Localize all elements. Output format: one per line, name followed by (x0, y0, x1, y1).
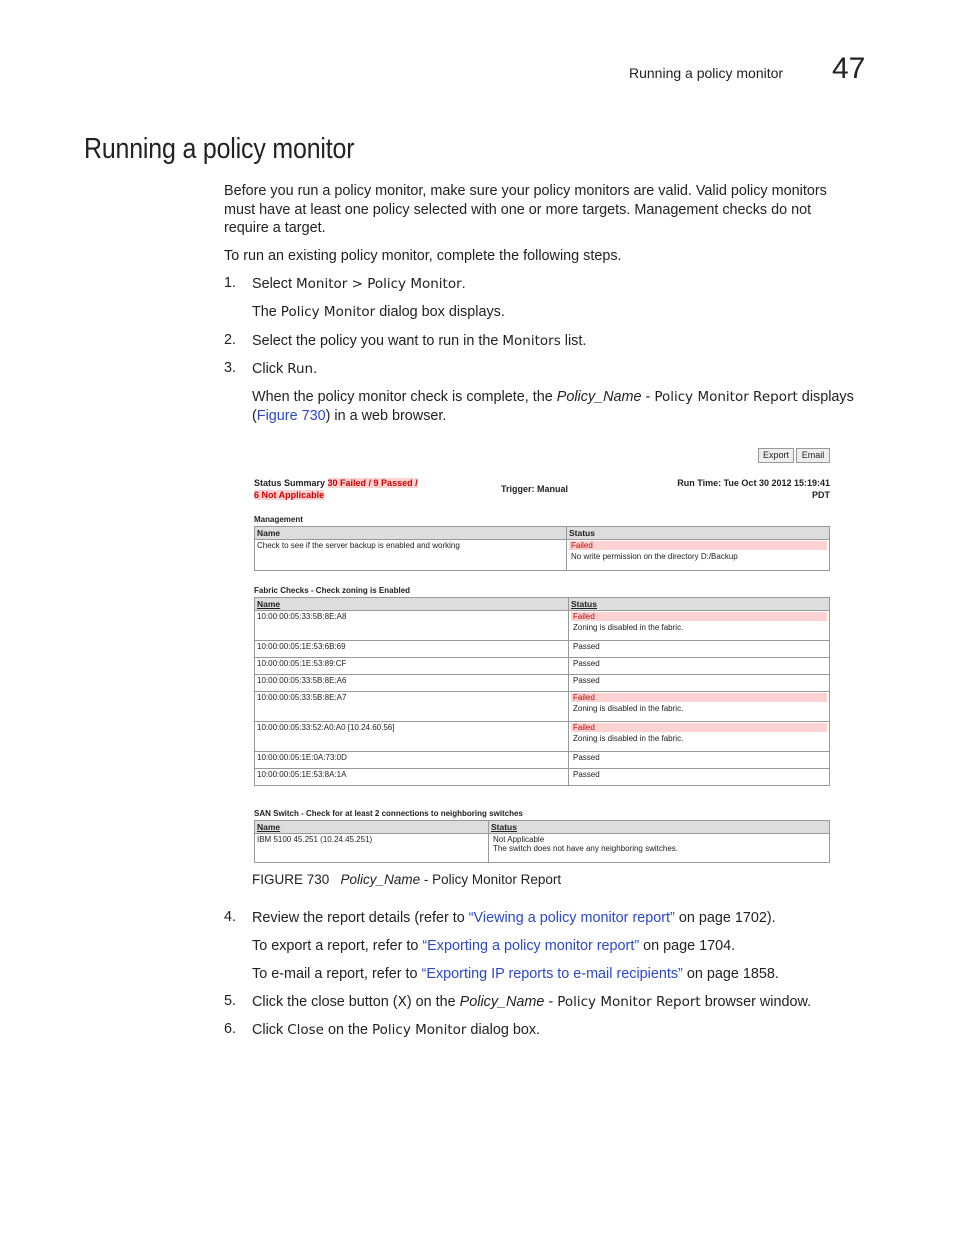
table-row: IBM 5100 45.251 (10.24.45.251) Not Applicable The switch does not have any neighboring switches. (255, 834, 830, 863)
run-time: Run Time: Tue Oct 30 2012 15:19:41 PDT (677, 478, 830, 500)
cross-reference-link[interactable]: “Exporting a policy monitor report” (422, 938, 640, 954)
san-heading: SAN Switch - Check for at least 2 connections to neighboring switches (254, 809, 523, 818)
step-2-text: Select the policy you want to run in the Monitors list. (252, 333, 587, 349)
table-row: 10:00:00:05:33:5B:8E:A7 Failed Zoning is disabled in the fabric. (255, 692, 830, 722)
status-summary: Status Summary 30 Failed / 9 Passed / 6 Not Applicable (254, 478, 418, 500)
intro-steps-paragraph: To run an existing policy monitor, complete the following steps. (224, 248, 622, 264)
table-row: 10:00:00:05:33:5B:8E:A6 Passed (255, 675, 830, 692)
col-name[interactable]: Name (255, 598, 569, 611)
page-title: Running a policy monitor (84, 133, 355, 165)
step-1-text: Select Monitor > Policy Monitor. (252, 276, 466, 292)
status-badge: Failed (571, 693, 827, 702)
running-header-title: Running a policy monitor (629, 65, 784, 81)
status-badge: Not Applicable (493, 835, 545, 844)
step-number: 2. (224, 332, 237, 348)
fabric-heading: Fabric Checks - Check zoning is Enabled (254, 586, 411, 595)
intro-paragraph: Before you run a policy monitor, make sure your policy monitors are valid. Valid policy monitors must have at least one policy selected with one or more targets. Management checks do not require a target. (224, 183, 827, 236)
col-name: Name (255, 527, 567, 540)
status-badge: Passed (573, 753, 600, 762)
table-row: 10:00:00:05:1E:53:8A:1A Passed (255, 769, 830, 786)
email-button[interactable]: Email (796, 448, 830, 463)
step-3-text: Click Run. (252, 361, 318, 377)
table-row: 10:00:00:05:33:52:A0:A0 [10.24.60.56] Failed Zoning is disabled in the fabric. (255, 722, 830, 752)
table-row: 10:00:00:05:1E:53:89:CF Passed (255, 658, 830, 675)
col-name[interactable]: Name (255, 821, 489, 834)
cross-reference-link[interactable]: “Exporting IP reports to e-mail recipients” (421, 966, 683, 982)
management-heading: Management (254, 515, 303, 524)
status-badge: Passed (573, 770, 600, 779)
col-status[interactable]: Status (569, 598, 830, 611)
step-number: 4. (224, 909, 237, 925)
step-number: 3. (224, 360, 237, 376)
status-summary-value-2: 6 Not Applicable (254, 490, 325, 500)
status-badge: Passed (573, 676, 600, 685)
table-row: 10:00:00:05:1E:0A:73:0D Passed (255, 752, 830, 769)
status-badge: Failed (571, 723, 827, 732)
table-row: Check to see if the server backup is enabled and working Failed No write permission on the directory D:/Backup (255, 540, 830, 571)
figure-caption: FIGURE 730 Policy_Name - Policy Monitor Report (252, 872, 562, 887)
menu-path: Monitor > Policy Monitor (296, 276, 462, 292)
table-row: 10:00:00:05:1E:53:6B:69 Passed (255, 641, 830, 658)
figure-link[interactable]: Figure 730 (256, 407, 326, 424)
san-table (254, 820, 830, 863)
step-4-email: To e-mail a report, refer to “Exporting IP reports to e-mail recipients” on page 1858. (252, 966, 779, 982)
step-number: 6. (224, 1021, 237, 1037)
step-4-text: Review the report details (refer to “Viewing a policy monitor report” on page 1702). (252, 910, 776, 926)
step-1-result: The Policy Monitor dialog box displays. (252, 304, 505, 320)
status-badge: Passed (573, 642, 600, 651)
col-status: Status (567, 527, 830, 540)
trigger-label: Trigger: Manual (501, 484, 569, 494)
step-4-export: To export a report, refer to “Exporting a policy monitor report” on page 1704. (252, 938, 736, 954)
status-badge: Failed (569, 541, 827, 550)
step-6-text: Click Close on the Policy Monitor dialog box. (252, 1022, 541, 1038)
step-number: 1. (224, 275, 237, 291)
col-status[interactable]: Status (489, 821, 830, 834)
status-badge: Passed (573, 659, 600, 668)
fabric-table (254, 597, 830, 786)
chapter-number: 47 (832, 52, 866, 85)
step-5-text: Click the close button (X) on the Policy_Name - Policy Monitor Report browser window. (252, 994, 812, 1010)
management-table (254, 526, 830, 571)
status-badge: Failed (571, 612, 827, 621)
export-button[interactable]: Export (758, 448, 794, 463)
status-summary-value: 30 Failed / 9 Passed / (327, 478, 418, 488)
step-number: 5. (224, 993, 237, 1009)
step-3-result: When the policy monitor check is complete, the Policy_Name - Policy Monitor Report displays (Figure 730) in a web browser. (252, 389, 854, 424)
table-row: 10:00:00:05:33:5B:8E:A8 Failed Zoning is disabled in the fabric. (255, 611, 830, 641)
cross-reference-link[interactable]: “Viewing a policy monitor report” (468, 910, 675, 926)
